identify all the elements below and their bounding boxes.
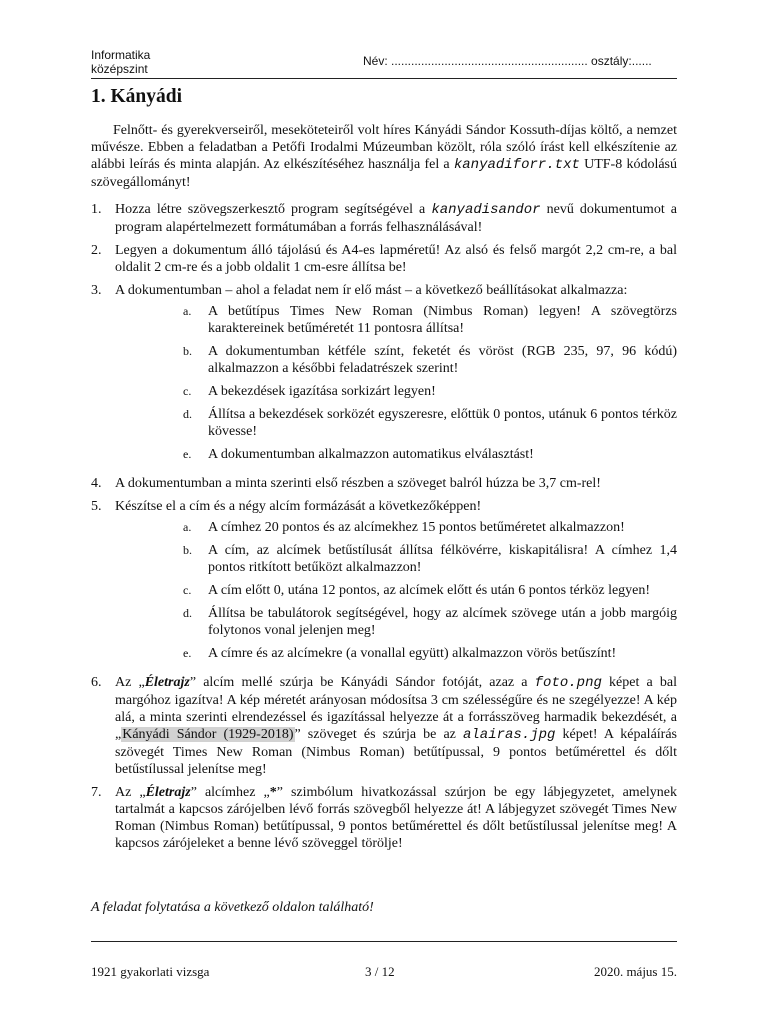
task-item-5 bbox=[91, 498, 677, 668]
item-text bbox=[115, 498, 677, 668]
subtask-5b bbox=[183, 542, 677, 576]
footer-divider bbox=[91, 941, 677, 942]
subtask-5e bbox=[183, 645, 677, 662]
item-6-text: Az „ bbox=[115, 675, 145, 690]
subtask-5a bbox=[183, 519, 677, 536]
photo-filename: foto.png bbox=[534, 675, 602, 691]
asterisk-symbol: * bbox=[269, 785, 277, 800]
task-item-4 bbox=[91, 475, 677, 492]
subtask-text: A címhez 20 pontos és az alcímekhez 15 pontos betűméretet alkalmazzon! bbox=[208, 520, 625, 535]
task-title: 1. Kányádi bbox=[91, 86, 183, 107]
subject-line-1: Informatika bbox=[91, 48, 151, 62]
item-number: 3. bbox=[91, 283, 102, 298]
signature-filename: alairas.jpg bbox=[463, 727, 556, 743]
source-filename: kanyadiforr.txt bbox=[453, 157, 580, 173]
item-6-text-5: képet! A képaláírás szövegét Times New Roman (Nimbus Roman) betűtípussal, 9 pontos betűmérettel és dőlt betűstílussal jelenítse meg! bbox=[115, 727, 677, 777]
task-item-1 bbox=[91, 201, 677, 236]
page-number: 3 / 12 bbox=[365, 964, 395, 979]
continuation-note: A feladat folytatása a következő oldalon található! bbox=[91, 900, 374, 915]
subtask-text: A dokumentumban kétféle színt, feketét és vöröst (RGB 235, 97, 96 kódú) alkalmazzon a későbbi feladatrészek szerint! bbox=[208, 344, 677, 376]
item-text: Legyen a dokumentum álló tájolású és A4-es lapméretű! Az alsó és felső margót 2,2 cm-re, a bal oldalit 2 cm-re és a jobb oldalit 1 cm-esre állítsa be! bbox=[115, 243, 677, 275]
item-text bbox=[115, 282, 677, 469]
item-number: 1. bbox=[91, 202, 102, 217]
subtask-text: A cím előtt 0, utána 12 pontos, az alcímek előtt és után 6 pontos térköz legyen! bbox=[208, 583, 651, 598]
subtask-3d bbox=[183, 406, 677, 440]
subtask-text: A betűtípus Times New Roman (Nimbus Roman) legyen! A szövegtörzs karaktereinek betűméretét 11 pontosra állítsa! bbox=[208, 304, 677, 336]
exam-label: 1921 gyakorlati vizsga bbox=[91, 964, 210, 979]
item-6-text-3: képet a bal margóhoz igazítva! A kép méretét arányosan módosítsa 3 cm szélességűre és ne szegélyezze! A kép alá, a minta szerinti elrendezéssel és igazítással helyezze át a forrásszöveg harmadik bekezdését, a „ bbox=[115, 675, 677, 742]
subtask-3a bbox=[183, 303, 677, 337]
highlighted-text: Kányádi Sándor (1929-2018) bbox=[122, 727, 294, 742]
exam-date: 2020. május 15. bbox=[593, 964, 677, 979]
task-list bbox=[91, 201, 677, 852]
item-1-text-end: nevű dokumentumot a program alapértelmezett formátumában a forrás felhasználásával! bbox=[115, 202, 677, 235]
intro-paragraph bbox=[91, 122, 677, 191]
emphasis-eletrajz: Életrajz bbox=[145, 785, 191, 800]
item-6-text-2: ” alcím mellé szúrja be Kányádi Sándor fotóját, azaz a bbox=[189, 675, 535, 690]
emphasis-eletrajz: Életrajz bbox=[144, 675, 190, 690]
subtask-list bbox=[115, 303, 677, 463]
item-1-text: Hozza létre szövegszerkesztő program segítségével a bbox=[115, 202, 432, 217]
subject-line-2: középszint bbox=[91, 62, 148, 76]
item-3-text: A dokumentumban – ahol a feladat nem ír elő mást – a következő beállításokat alkalmazza: bbox=[115, 283, 628, 298]
subtask-3c bbox=[183, 383, 677, 400]
task-item-2 bbox=[91, 242, 677, 276]
subtask-letter: b. bbox=[183, 344, 192, 358]
item-6-text-4: ” szöveget és szúrja be az bbox=[294, 727, 463, 742]
subtask-letter: c. bbox=[183, 583, 192, 597]
page-header bbox=[91, 46, 677, 79]
task-item-6 bbox=[91, 674, 677, 778]
subtask-5c bbox=[183, 582, 677, 599]
item-text: A dokumentumban a minta szerinti első részben a szöveget balról húzza be 3,7 cm-rel! bbox=[115, 476, 601, 491]
subtask-letter: c. bbox=[183, 384, 192, 398]
subtask-text: Állítsa be tabulátorok segítségével, hogy az alcímek szövege után a jobb margóig folytonos vonal jelenjen meg! bbox=[208, 606, 677, 638]
intro-text-end: UTF-8 kódolású szövegállományt! bbox=[91, 157, 677, 190]
intro-text: Felnőtt- és gyerekverseiről, meseköteteiről volt híres Kányádi Sándor Kossuth-díjas költő, a nemzet művésze. Ebben a feladatban a Petőfi Irodalmi Múzeumban közölt, róla szóló írást kell elkészítenie az alábbi leírás és minta alapján. Az elkészítéséhez használja fel a bbox=[91, 123, 677, 172]
subtask-text: A dokumentumban alkalmazzon automatikus elválasztást! bbox=[208, 447, 534, 462]
item-text bbox=[115, 784, 677, 852]
item-number: 4. bbox=[91, 476, 102, 491]
subtask-text: A cím, az alcímek betűstílusát állítsa félkövérre, kiskapitálisra! A címhez 1,4 pontos ritkított betűközt alkalmazzon! bbox=[208, 543, 677, 575]
item-7-text-3: ” szimbólum hivatkozással szúrjon be egy lábjegyzetet, amelynek tartalmát a kapcsos zárójelben lévő forrás szövegből helyezze át! A lábjegyzet szövegét Times New Roman (Nimbus Roman) betűtípussal, 9 pontos betűmérettel és dőlt betűstílussal jelenítse meg! A kapcsos zárójeleket a benne lévő szöveggel törölje! bbox=[115, 785, 678, 851]
subtask-letter: b. bbox=[183, 543, 192, 557]
subtask-letter: e. bbox=[183, 447, 192, 461]
name-class-field: Név: ........................................................... osztály:...... bbox=[363, 54, 652, 68]
subtask-letter: a. bbox=[183, 520, 192, 534]
item-number: 5. bbox=[91, 499, 102, 514]
subtask-text: A címre és az alcímekre (a vonallal együtt) alkalmazzon vörös betűszínt! bbox=[208, 646, 617, 661]
item-text bbox=[115, 674, 677, 778]
item-text bbox=[115, 201, 677, 236]
task-item-3 bbox=[91, 282, 677, 469]
subtask-letter: a. bbox=[183, 304, 192, 318]
doc-filename: kanyadisandor bbox=[431, 202, 541, 218]
subtask-5d bbox=[183, 605, 677, 639]
subtask-letter: e. bbox=[183, 646, 192, 660]
subtask-list bbox=[115, 519, 677, 662]
task-content bbox=[91, 122, 677, 858]
item-5-text: Készítse el a cím és a négy alcím formázását a következőképpen! bbox=[115, 499, 482, 514]
item-number: 2. bbox=[91, 243, 102, 258]
item-7-text-2: ” alcímhez „ bbox=[190, 785, 270, 800]
task-item-7 bbox=[91, 784, 677, 852]
subtask-text: A bekezdések igazítása sorkizárt legyen! bbox=[208, 384, 436, 399]
item-number: 7. bbox=[91, 785, 102, 800]
item-number: 6. bbox=[91, 675, 102, 690]
subject-label bbox=[91, 48, 150, 76]
subtask-letter: d. bbox=[183, 606, 192, 620]
item-7-text: Az „ bbox=[115, 785, 146, 800]
subtask-letter: d. bbox=[183, 407, 192, 421]
subtask-3b bbox=[183, 343, 677, 377]
subtask-text: Állítsa a bekezdések sorközét egyszeresre, előttük 0 pontos, utánuk 6 pontos térköz kövesse! bbox=[208, 407, 677, 439]
subtask-3e bbox=[183, 446, 677, 463]
